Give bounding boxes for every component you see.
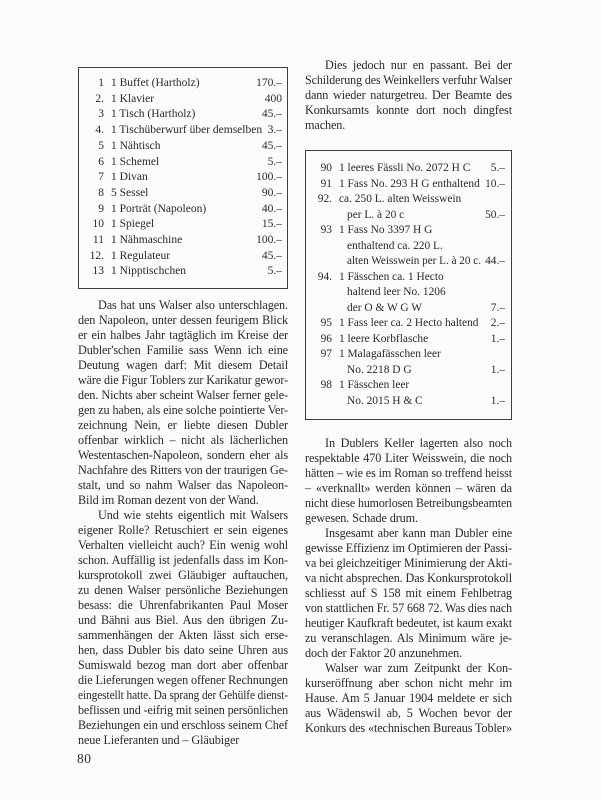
text-line: Deutung wagen darf: Mit diesem Detail [78, 358, 288, 373]
item-description: ca. 250 L. alten Weisswein [339, 193, 462, 205]
left-column [78, 64, 288, 748]
item-price: 40.– [261, 202, 282, 215]
text-line: Nachfahre des Ritters von der traurigen Ge- [78, 463, 288, 478]
item-price: 3.– [267, 124, 282, 137]
cellar-item-row [312, 378, 505, 394]
cellar-item-row [312, 347, 505, 363]
cellar-item-row [312, 285, 505, 301]
cellar-item-row [312, 332, 505, 348]
text-line: und Bähni aus Biel. Aus den übrigen Zu- [78, 613, 288, 628]
item-price: 1.– [490, 394, 505, 407]
page-number: 80 [77, 751, 92, 766]
item-price: 5.– [267, 265, 282, 278]
text-line: Westentaschen-Napoleon, sondern eher als [78, 448, 288, 463]
text-line: schliesst auf S 158 mit einem Fehlbetrag [305, 586, 512, 600]
item-price: 100.– [256, 171, 282, 184]
item-price: 7.– [490, 301, 505, 314]
text-line: Beziehungen ein und erschloss seinem Chef [78, 718, 288, 733]
text-line: heutiger Kaufkraft bedeutet, ist kaum exakt [305, 616, 512, 630]
item-description: 1 Nähmaschine [111, 234, 183, 247]
item-description: 1 Schemel [111, 155, 160, 168]
item-number: 90 [320, 162, 332, 174]
text-line: sammenhängen der Akten lässt sich erse- [78, 628, 288, 643]
inventory-item-row [84, 186, 282, 202]
text-line: In Dublers Keller lagerten also noch [325, 436, 512, 450]
cellar-item-row [312, 223, 505, 239]
item-number: 10 [92, 218, 104, 231]
text-line: kursprotokoll zwei Gläubiger auftauchen, [78, 568, 288, 583]
item-description: 1 Tischüberwurf über demselben [111, 124, 263, 137]
left-text-block [78, 298, 288, 748]
item-number: 98 [320, 379, 332, 391]
text-line: zu veranschlagen. Als Minimum wäre je- [305, 631, 512, 645]
cellar-item-row [312, 208, 505, 224]
text-line: den. Nichts aber scheint Walser ferner gele- [78, 388, 288, 403]
inventory-item-row [84, 123, 282, 139]
right-text-top-block [305, 58, 512, 133]
cellar-item-row [312, 316, 505, 332]
item-price: 5.– [490, 162, 505, 174]
text-line: doch der Faktor 20 anzunehmen. [305, 646, 463, 660]
cellar-item-row [312, 301, 505, 317]
cellar-item-row [312, 363, 505, 379]
inventory-item-row [84, 139, 282, 155]
text-line: Verhalten vielleicht auch? Ein wenig wohl [78, 538, 288, 553]
text-line: hätten – wie es im Roman so treffend heisst [305, 466, 512, 480]
item-price: 2.– [490, 317, 505, 329]
cellar-item-row [312, 270, 505, 286]
item-price: 45.– [261, 249, 282, 262]
text-line: Dies jedoch nur en passant. Bei der [325, 58, 512, 72]
text-line: nicht diese humorlosen Betreibungsbeamten [305, 496, 512, 510]
item-description: alten Weisswein per L. à 20 c. [347, 255, 481, 267]
item-description: 1 Fass No. 293 H G enthaltend [339, 177, 480, 190]
cellar-item-row [312, 239, 505, 255]
item-price: 45.– [261, 108, 282, 121]
item-description: No. 2015 H & C [347, 394, 423, 407]
inventory-item-row [84, 264, 282, 280]
text-line: wäre die Figur Toblers zur Karikatur gewor- [78, 373, 288, 388]
item-number: 92. [317, 193, 332, 205]
item-number: 5 [98, 139, 104, 152]
cellar-item-row [312, 254, 505, 270]
text-line: Konkursamts konnte dort noch dingfest [305, 103, 512, 117]
text-line: neue Lieferanten und – Gläubiger [78, 733, 240, 748]
item-description: 1 Divan [111, 171, 148, 184]
text-line: zeichnung Nein, er liebte diesen Dubler [78, 418, 288, 433]
item-number: 11 [92, 234, 104, 247]
inventory-item-row [84, 170, 282, 186]
inventory-list-box [78, 67, 288, 289]
text-line: va bei gleichzeitiger Minimierung der Akti- [305, 556, 512, 570]
text-line: gewesen. Schade drum. [305, 511, 418, 525]
text-line: Insgesamt aber kann man Dubler eine [325, 526, 512, 540]
text-line: gewisse Effizienz im Optimieren der Passi- [305, 541, 512, 555]
text-line: dann wieder naturgetreu. Der Beamte des [305, 88, 512, 102]
text-line: Schilderung des Weinkellers verfuhr Walser [305, 73, 512, 87]
inventory-item-row [84, 202, 282, 218]
text-line: Hause. Am 5 Januar 1904 meldete er sich [305, 691, 512, 705]
text-line: von stattlichen Fr. 57 668 72. Was dies nach [305, 601, 512, 615]
item-description: 1 Nähtisch [111, 139, 161, 152]
item-price: 45.– [261, 139, 282, 152]
item-number: 4. [95, 124, 104, 137]
inventory-item-row [84, 249, 282, 265]
text-line: hen, dass Dubler bis dato seine Uhren aus [78, 643, 288, 658]
item-description: 1 Porträt (Napoleon) [111, 202, 207, 215]
text-line: er ein halbes Jahr tagtäglich im Kreise der [78, 328, 288, 343]
item-price: 100.– [256, 234, 282, 247]
item-number: 97 [320, 348, 332, 360]
item-number: 93 [320, 224, 332, 236]
item-number: 9 [98, 202, 104, 215]
text-line: Das hat uns Walser also unterschlagen. [98, 298, 288, 313]
inventory-item-row [84, 107, 282, 123]
inventory-item-row [84, 76, 282, 92]
text-line: schon. Auffällig ist jedenfalls dass im Kon- [78, 553, 288, 568]
cellar-item-row [312, 177, 505, 193]
item-number: 13 [92, 265, 104, 278]
item-price: 44.– [485, 255, 505, 267]
item-number: 94. [317, 270, 332, 283]
text-line: zu denen Walser persönliche Beziehungen [78, 583, 288, 598]
cellar-item-row [312, 394, 505, 410]
text-line: Dubler'schen Familie sass Wenn ich eine [78, 343, 288, 358]
item-description: No. 2218 D G [347, 363, 412, 376]
item-price: 15.– [261, 218, 282, 231]
text-line: gen zu haben, als eine solche pointierte Ver- [78, 403, 288, 418]
item-price: 10.– [485, 177, 505, 190]
item-number: 2. [95, 92, 104, 105]
text-line: respektable 470 Liter Weisswein, die noch [305, 451, 512, 465]
inventory-item-row [84, 233, 282, 249]
wine-cellar-list-box [305, 150, 512, 420]
text-line: eingestellt hatte. Da sprang der Gehülfe dienst- [78, 688, 288, 703]
item-number: 8 [98, 186, 104, 199]
item-description: 1 Malagafässchen leer [339, 348, 441, 360]
item-description: 1 leere Korbflasche [339, 332, 429, 345]
text-line: Und wie stehts eigentlich mit Walsers [98, 508, 288, 523]
cellar-item-row [312, 161, 505, 177]
item-price: 400 [264, 92, 282, 105]
text-line: machen. [305, 118, 346, 132]
text-line: va nicht absprechen. Das Konkursprotokoll [305, 571, 512, 585]
item-description: 1 Spiegel [111, 218, 155, 231]
item-description: 1 Tisch (Hartholz) [111, 108, 196, 121]
item-description: 5 Sessel [111, 186, 149, 199]
item-description: 1 Buffet (Hartholz) [111, 77, 200, 89]
text-line: besass: die Uhrenfabrikanten Paul Moser [78, 598, 288, 613]
item-price: 5.– [267, 155, 282, 168]
text-line: Sumiswald bezog man dort aber offenbar [78, 658, 288, 673]
item-description: enthaltend ca. 220 L. [347, 239, 443, 252]
text-line: eigener Rolle? Retuschiert er sein eigenes [78, 523, 288, 538]
inventory-item-row [84, 155, 282, 171]
text-line: offenbar wirklich – nicht als lächerlichen [78, 433, 288, 448]
item-number: 7 [98, 171, 104, 184]
item-number: 12. [89, 249, 104, 262]
text-line: Walser war zum Zeitpunkt der Kon- [325, 661, 512, 675]
item-description: der O & W G W [347, 301, 422, 314]
text-line: die Lieferungen wegen offener Rechnungen [78, 673, 288, 688]
text-line: stalt, und so nahm Walser das Napoleon- [78, 478, 288, 493]
item-description: haltend leer No. 1206 [347, 286, 446, 298]
item-description: 1 Fass No 3397 H G [339, 224, 433, 236]
item-number: 6 [98, 155, 104, 168]
text-line: Bild im Roman dezent von der Wand. [78, 493, 259, 508]
text-line: beflissen und -eifrig mit seinen persönlichen [78, 703, 288, 718]
item-price: 1.– [490, 363, 505, 376]
item-number: 96 [320, 332, 332, 345]
item-price: 90.– [261, 186, 282, 199]
item-description: 1 Regulateur [111, 249, 171, 262]
item-number: 91 [320, 177, 332, 190]
text-line: – «verknallt» werden können – wären da [305, 481, 512, 495]
text-line: den Napoleon, unter dessen feurigem Blick [78, 313, 288, 328]
item-description: 1 Klavier [111, 92, 155, 105]
text-line: aus Wädenswil ab, 5 Wochen bevor der [305, 706, 512, 720]
item-price: 170.– [256, 77, 282, 89]
item-description: 1 Nipptischchen [111, 265, 187, 278]
item-description: per L. à 20 c [347, 208, 405, 221]
item-number: 95 [320, 317, 332, 329]
item-description: 1 Fässchen leer [339, 379, 410, 391]
cellar-item-row [312, 192, 505, 208]
item-number: 3 [98, 108, 104, 121]
text-line: kurseröffnung aber schon nicht mehr im [305, 676, 512, 690]
item-description: 1 leeres Fässli No. 2072 H C [339, 162, 471, 174]
item-price: 1.– [490, 332, 505, 345]
inventory-item-row [84, 217, 282, 233]
item-description: 1 Fass leer ca. 2 Hecto haltend [339, 317, 479, 329]
item-number: 1 [98, 77, 104, 89]
right-column [305, 58, 512, 736]
item-description: 1 Fässchen ca. 1 Hecto [339, 270, 444, 283]
text-line: Konkurs des «technischen Bureaus Tobler» [305, 721, 512, 735]
right-text-bottom-block [305, 436, 512, 736]
inventory-item-row [84, 92, 282, 108]
item-price: 50.– [485, 208, 505, 221]
